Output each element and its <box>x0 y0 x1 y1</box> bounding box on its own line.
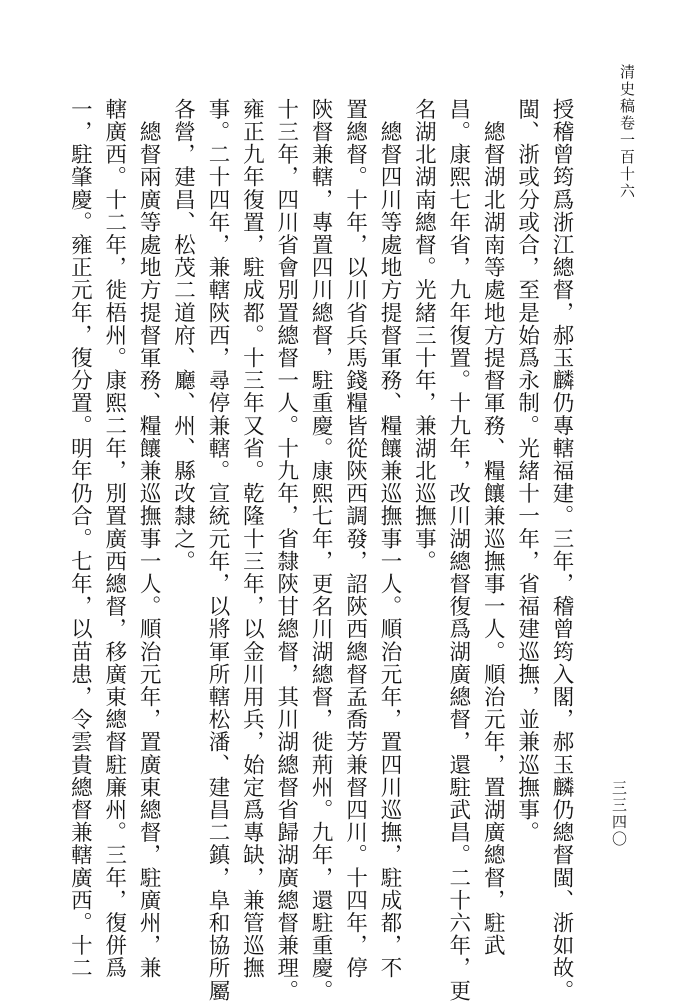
text-column: 陝督兼轄，專置四川總督，駐重慶。康熙七年，更名川湖總督，徙荊州。九年，還駐重慶。 <box>308 98 334 1002</box>
text-column: 雍正九年復置，駐成都。十三年又省。乾隆十三年，以金川用兵，始定爲專缺，兼管巡撫 <box>239 98 265 980</box>
text-column: 總督湖北湖南等處地方提督軍務、糧饟兼巡撫事一人。順治元年，置湖廣總督，駐武 <box>480 98 506 957</box>
running-head-title: 清史稿卷一百十六 <box>618 64 636 200</box>
text-column: 閩、浙或分或合，至是始爲永制。光緒十一年，省福建巡撫，並兼巡撫事。 <box>514 98 540 844</box>
text-column: 轄廣西。十二年，徙梧州。康熙二年，別置廣西總督，移廣東總督駐廉州。三年，復併爲 <box>101 98 127 980</box>
text-column: 十三年，四川省會別置總督一人。十九年，省隸陝甘總督，其川湖總督省歸湖廣總督兼理。 <box>273 98 299 1002</box>
text-column: 授稽曾筠爲浙江總督，郝玉麟仍專轄福建。三年，稽曾筠入閣，郝玉麟仍總督閩、浙如故。 <box>549 98 574 1002</box>
page-number: 三三四〇 <box>610 780 628 848</box>
text-column: 總督兩廣等處地方提督軍務、糧饟兼巡撫事一人。順治元年，置廣東總督，駐廣州，兼 <box>136 98 162 980</box>
text-column: 各營，建昌、松茂二道府、廳、州、縣改隸之。 <box>170 98 196 573</box>
text-column: 一，駐肇慶。雍正元年，復分置。明年仍合。七年，以苗患，令雲貴總督兼轄廣西。十二 <box>67 98 93 980</box>
text-column: 名湖北湖南總督。光緒三十年，兼湖北巡撫事。 <box>411 98 437 573</box>
text-column: 昌。康熙七年省，九年復置。十九年，改川湖總督復爲湖廣總督，還駐武昌。二十六年，更 <box>445 98 471 1002</box>
text-column: 置總督。十年，以川省兵馬錢糧皆從陝西調發，詔陝西總督孟喬芳兼督四川。十四年，停 <box>342 98 368 980</box>
text-column: 總督四川等處地方提督軍務、糧饟兼巡撫事一人。順治元年，置四川巡撫，駐成都，不 <box>376 98 402 980</box>
text-column: 事。二十四年，兼轄陝西，尋停兼轄。宣統元年，以將軍所轄松潘、建昌二鎮，阜和協所屬 <box>204 98 230 1002</box>
body-text <box>62 98 578 1002</box>
